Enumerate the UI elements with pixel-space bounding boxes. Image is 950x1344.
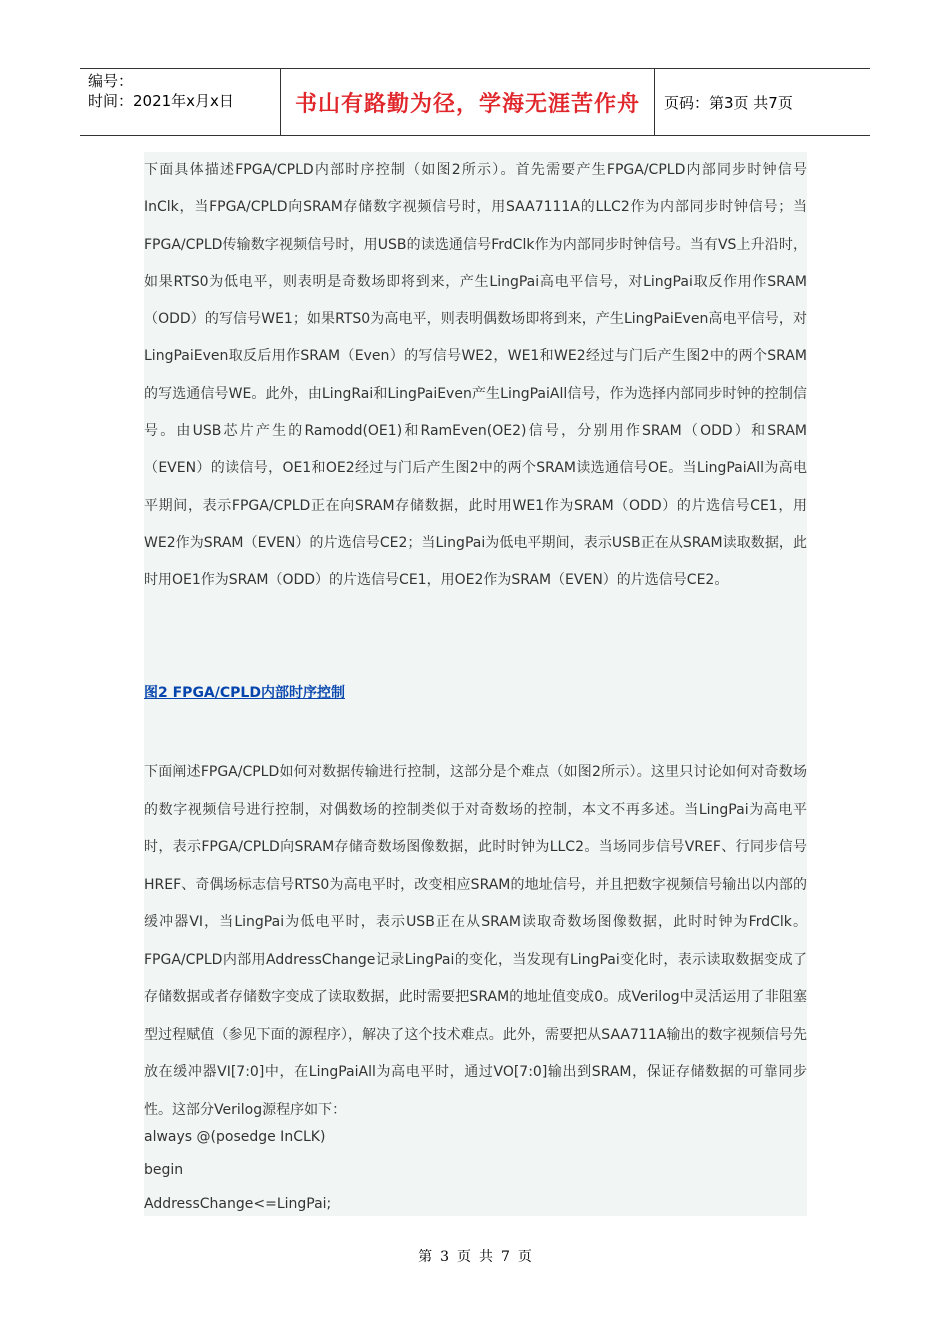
page-footer xyxy=(0,1246,950,1266)
number-label: 编号： xyxy=(88,72,134,90)
code-line: AddressChange<=LingPai; xyxy=(144,1196,332,1212)
header-meta xyxy=(80,69,281,135)
footer-text: 共 xyxy=(479,1249,493,1265)
motto: 书山有路勤为径，学海无涯苦作舟 xyxy=(294,91,640,117)
header-motto-cell xyxy=(281,69,655,135)
footer-page-number: 3 xyxy=(440,1249,449,1265)
footer-text: 页 xyxy=(517,1249,532,1265)
footer-total-pages: 7 xyxy=(501,1249,510,1265)
paragraph-data-transfer: 下面阐述FPGA/CPLD如何对数据传输进行控制，这部分是个难点（如图2所示）。这里只讨论如何对奇数场的数字视频信号进行控制，对偶数场的控制类似于对奇数场的控制，本文不再多述。当LingPai为高电平时，表示FPGA/CPLD向SRAM存储奇数场图像数据，此时时钟为LLC2。当场同步信号VREF、行同步信号HREF、奇偶场标志信号RTS0为高电平时，改变相应SRAM的地址信号，并且把数字视频信号输出以内部的缓冲器VI，当LingPai为低电平时，表示USB正在从SRAM读取奇数场图像数据，此时时钟为FrdClk。FPGA/CPLD内部用AddressChange记录LingPai的变化，当发现有LingPai变化时，表示读取数据变成了存储数据或者存储数字变成了读取数据，此时需要把SRAM的地址值变成0。成Verilog中灵活运用了非阻塞型过程赋值（参见下面的源程序），解决了这个技术难点。此外，需要把从SAA711A输出的数字视频信号先放在缓冲器VI[7:0]中，在LingPaiAll为高电平时，通过VO[7:0]输出到SRAM，保证存储数据的可靠同步性。这部分Verilog源程序如下： xyxy=(144,764,807,1118)
figure-2-link[interactable]: 图2 FPGA/CPLD内部时序控制 xyxy=(144,685,345,701)
code-line: begin xyxy=(144,1162,184,1178)
time-label: 时间：2021年x月x日 xyxy=(88,92,234,110)
footer-text: 第 xyxy=(418,1249,433,1265)
paragraph-timing-control: 下面具体描述FPGA/CPLD内部时序控制（如图2所示）。首先需要产生FPGA/CPLD内部同步时钟信号InClk，当FPGA/CPLD向SRAM存储数字视频信号时，用SAA7111A的LLC2作为内部同步时钟信号；当FPGA/CPLD传输数字视频信号时，用USB的读选通信号FrdClk作为内部同步时钟信号。当有VS上升沿时，如果RTS0为低电平，则表明是奇数场即将到来，产生LingPai高电平信号，对LingPai取反作用作SRAM（ODD）的写信号WE1；如果RTS0为高电平，则表明偶数场即将到来，产生LingPaiEven高电平信号，对LingPaiEven取反后用作SRAM（Even）的写信号WE2，WE1和WE2经过与门后产生图2中的两个SRAM的写选通信号WE。此外，由LingRai和LingPaiEven产生LingPaiAll信号，作为选择内部同步时钟的控制信号。由USB芯片产生的Ramodd(OE1)和RamEven(OE2)信号，分别用作SRAM（ODD）和SRAM（EVEN）的读信号，OE1和OE2经过与门后产生图2中的两个SRAM读选通信号OE。当LingPaiAll为高电平期间，表示FPGA/CPLD正在向SRAM存储数据，此时用WE1作为SRAM（ODD）的片选信号CE1，用WE2作为SRAM（EVEN）的片选信号CE2；当LingPai为低电平期间，表示USB正在从SRAM读取数据，此时用OE1作为SRAM（ODD）的片选信号CE1，用OE2作为SRAM（EVEN）的片选信号CE2。 xyxy=(144,162,807,589)
header-page-info-cell xyxy=(655,69,870,135)
document-body xyxy=(144,152,807,1216)
page-info: 页码：第3页 共7页 xyxy=(664,93,793,112)
footer-text: 页 xyxy=(457,1249,471,1265)
code-line: always @(posedge InCLK) xyxy=(144,1129,326,1145)
header-table xyxy=(80,68,870,136)
